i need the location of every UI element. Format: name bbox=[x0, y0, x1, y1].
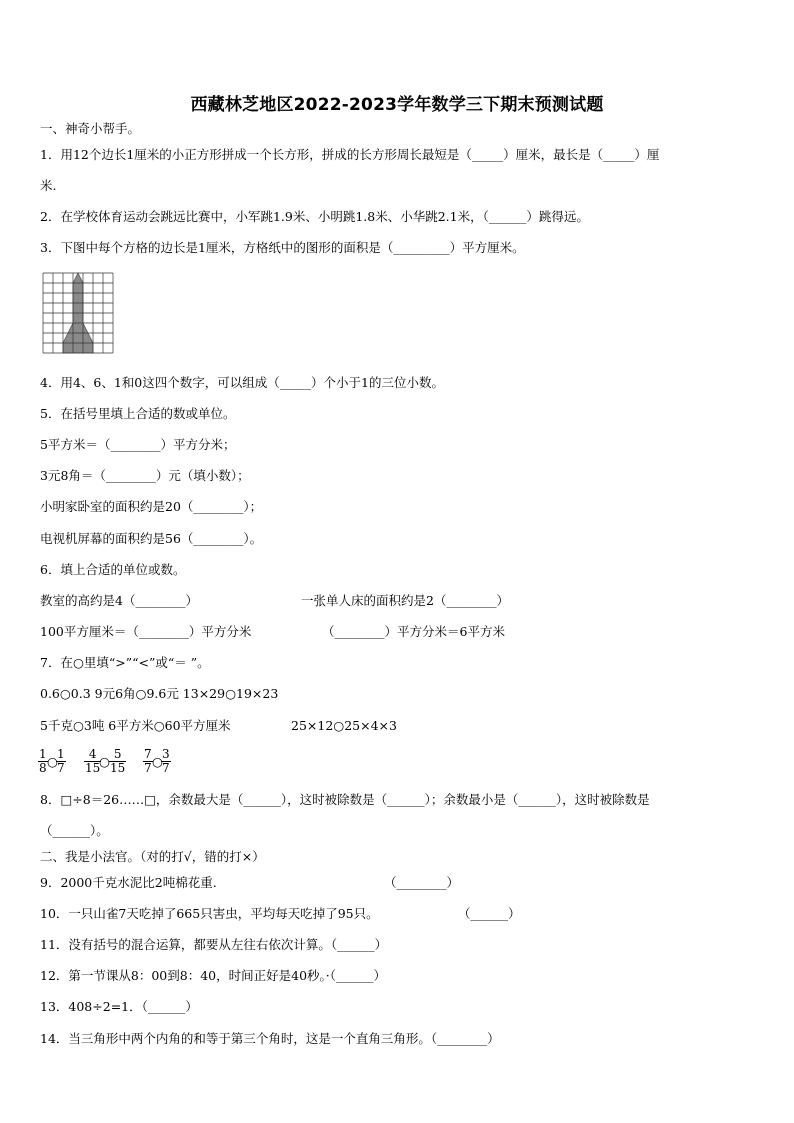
question-6: 6．填上合适的单位或数。 bbox=[40, 562, 186, 577]
question-7-row-1: 0.6○0.3 9元6角○9.6元 13×29○19×23 bbox=[40, 686, 279, 701]
page-title: 西藏林芝地区2022-2023学年数学三下期末预测试题 bbox=[190, 95, 604, 115]
fraction-left-2: $\frac{4}{15}$ bbox=[85, 747, 101, 775]
question-1-continued: 米. bbox=[40, 178, 57, 193]
fraction-left-3: $\frac{7}{7}$ bbox=[144, 747, 152, 775]
fraction-right-2: $\frac{5}{15}$ bbox=[110, 747, 126, 775]
question-2: 2．在学校体育运动会跳远比赛中，小军跳1.9米、小明跳1.8米、小华跳2.1米，（______）跳得远。 bbox=[40, 209, 589, 224]
question-8: 8．□÷8＝26……□，余数最大是（______），这时被除数是（______）；余数最小是（______），这时被除数是 bbox=[40, 792, 650, 807]
question-10-answer-blank: （______） bbox=[458, 906, 521, 921]
fraction-left-1: $\frac{1}{8}$ bbox=[39, 747, 47, 775]
question-5-item-4: 电视机屏幕的面积约是56（________）。 bbox=[40, 531, 263, 546]
compare-circle: ○ bbox=[99, 754, 110, 769]
question-5-item-2: 3元8角＝（________）元（填小数）； bbox=[40, 468, 250, 483]
question-1: 1．用12个边长1厘米的小正方形拼成一个长方形，拼成的长方形周长最短是（_____）厘米，最长是（_____）厘 bbox=[40, 147, 660, 162]
question-5-item-3: 小明家卧室的面积约是20（________）； bbox=[40, 499, 263, 514]
grid-figure bbox=[42, 272, 118, 354]
question-6-item-4: （________）平方分米＝6平方米 bbox=[322, 624, 505, 639]
question-14: 14．当三角形中两个内角的和等于第三个角时，这是一个直角三角形。（________） bbox=[40, 1031, 500, 1046]
question-7: 7．在○里填“>”“<”或“＝ ”。 bbox=[40, 655, 210, 670]
question-6-item-1: 教室的高约是4（________） bbox=[40, 593, 198, 608]
question-7-row-2a: 5千克○3吨 6平方米○60平方厘米 bbox=[40, 718, 231, 733]
question-9-answer-blank: （________） bbox=[384, 875, 460, 890]
question-8-continued: （______）。 bbox=[40, 823, 109, 838]
question-5-item-1: 5平方米＝（________）平方分米； bbox=[40, 437, 236, 452]
question-4: 4．用4、6、1和0这四个数字，可以组成（_____）个小于1的三位小数。 bbox=[40, 375, 444, 390]
section-2-heading: 二、我是小法官。（对的打√，错的打×） bbox=[40, 849, 265, 864]
question-6-item-3: 100平方厘米＝（________）平方分米 bbox=[40, 624, 252, 639]
question-11: 11．没有括号的混合运算，都要从左往右依次计算。（______） bbox=[40, 937, 388, 952]
fraction-right-3: $\frac{3}{7}$ bbox=[162, 747, 170, 775]
question-9: 9．2000千克水泥比2吨棉花重. bbox=[40, 875, 217, 890]
question-13: 13．408÷2=1．（______） bbox=[40, 999, 198, 1014]
section-1-heading: 一、神奇小帮手。 bbox=[40, 121, 141, 136]
question-10: 10．一只山雀7天吃掉了665只害虫，平均每天吃掉了95只。 bbox=[40, 906, 379, 921]
compare-circle: ○ bbox=[152, 754, 163, 769]
fraction-right-1: $\frac{1}{7}$ bbox=[57, 747, 65, 775]
question-6-item-2: 一张单人床的面积约是2（________） bbox=[301, 593, 509, 608]
question-12: 12．第一节课从8：00到8：40，时间正好是40秒。·（______） bbox=[40, 968, 387, 983]
question-5: 5．在括号里填上合适的数或单位。 bbox=[40, 406, 236, 421]
question-7-row-2b: 25×12○25×4×3 bbox=[291, 718, 397, 733]
compare-circle: ○ bbox=[47, 754, 58, 769]
question-3: 3．下图中每个方格的边长是1厘米，方格纸中的图形的面积是（_________）平方厘米。 bbox=[40, 240, 525, 255]
